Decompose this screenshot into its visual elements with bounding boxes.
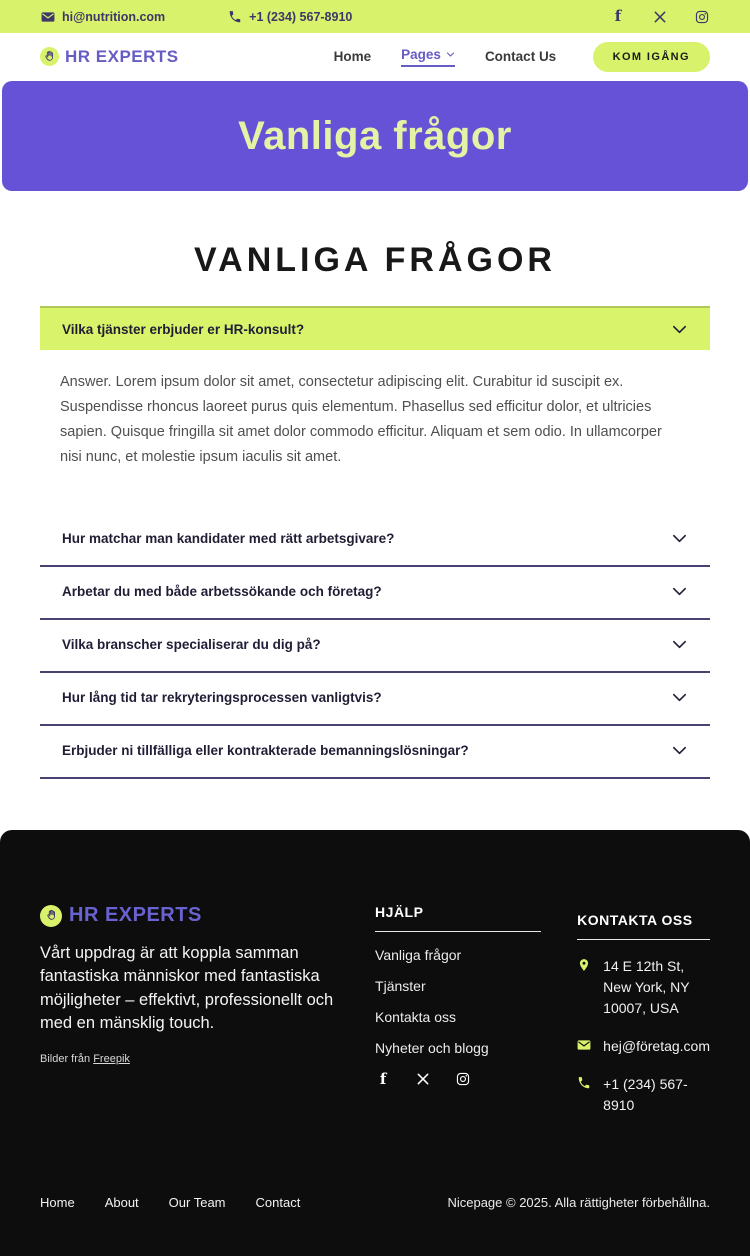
contact-list	[577, 956, 710, 1116]
kom-igang-button[interactable]: KOM IGÅNG	[593, 42, 710, 72]
contact-email	[577, 1036, 710, 1057]
list-item	[375, 947, 541, 965]
faq-item-expanded	[40, 306, 710, 474]
footer-contact-column	[577, 904, 710, 1133]
faq-question-header[interactable]	[40, 673, 710, 726]
faq-section	[0, 191, 750, 779]
list-item	[375, 978, 541, 996]
hero-banner	[2, 81, 748, 191]
chevron-down-icon	[671, 583, 688, 600]
footer-link-tjanster[interactable]: Tjänster	[375, 978, 426, 994]
envelope-icon	[577, 1038, 593, 1052]
faq-question-header[interactable]	[40, 567, 710, 620]
phone-icon	[577, 1076, 593, 1090]
hand-logo-icon	[40, 47, 59, 66]
nav-link-pages[interactable]: Pages	[401, 47, 455, 67]
topbar-email-text: hi@nutrition.com	[62, 9, 166, 24]
bottom-link-about[interactable]: About	[104, 1195, 139, 1210]
faq-question-text: Arbetar du med både arbetssökande och företag?	[62, 584, 382, 599]
location-pin-icon	[577, 958, 593, 972]
chevron-down-icon	[671, 321, 688, 338]
contact-phone	[577, 1074, 710, 1116]
facebook-icon[interactable]: f	[379, 1069, 387, 1088]
topbar-phone-text: +1 (234) 567-8910	[249, 9, 353, 24]
copyright-text: Nicepage © 2025. Alla rättigheter förbehållna.	[447, 1195, 710, 1210]
footer-link-vanliga-fragor[interactable]: Vanliga frågor	[375, 947, 462, 963]
main-navbar	[0, 33, 750, 80]
faq-accordion	[40, 306, 710, 779]
chevron-down-icon	[671, 742, 688, 759]
footer-link-kontakta-oss[interactable]: Kontakta oss	[375, 1009, 456, 1025]
chevron-down-icon	[671, 636, 688, 653]
logo[interactable]	[40, 47, 179, 67]
nav-links	[334, 47, 557, 67]
faq-question-header[interactable]	[40, 620, 710, 673]
topbar-social-icons	[610, 9, 710, 25]
bottom-link-our-team[interactable]: Our Team	[168, 1195, 226, 1210]
freepik-link[interactable]: Freepik	[93, 1052, 130, 1065]
footer-link-nyheter-och-blogg[interactable]: Nyheter och blogg	[375, 1040, 489, 1056]
faq-question-text: Vilka tjänster erbjuder er HR-konsult?	[62, 321, 305, 337]
hero-title: Vanliga frågor	[238, 113, 512, 158]
help-links	[375, 947, 541, 1058]
nav-link-contact-us[interactable]: Contact Us	[484, 49, 557, 64]
envelope-icon	[40, 9, 56, 25]
address-text: 14 E 12th St, New York, NY 10007, USA	[603, 958, 690, 1016]
x-twitter-icon[interactable]	[652, 9, 668, 25]
footer-bottom-bar	[0, 1195, 750, 1256]
list-item	[375, 1040, 541, 1058]
facebook-icon[interactable]: f	[614, 7, 622, 25]
instagram-icon[interactable]	[694, 9, 710, 25]
contact-address	[577, 956, 710, 1019]
footer-logo[interactable]	[40, 904, 338, 927]
topbar-phone-link[interactable]	[227, 9, 352, 25]
faq-question-header[interactable]	[40, 726, 710, 779]
nav-link-home[interactable]: Home	[333, 49, 372, 64]
footer-brand-name: HR EXPERTS	[69, 904, 202, 926]
footer-brand-column	[40, 904, 338, 1133]
faq-question-header[interactable]	[40, 306, 710, 350]
faq-question-text: Vilka branscher specialiserar du dig på?	[62, 637, 321, 652]
instagram-icon[interactable]	[455, 1071, 471, 1087]
chevron-down-icon	[446, 50, 455, 59]
top-contact-bar	[0, 0, 750, 33]
footer-social-icons	[375, 1071, 541, 1087]
faq-answer-text: Answer. Lorem ipsum dolor sit amet, consectetur adipiscing elit. Curabitur id suscipit ex. Suspendisse rhoncus laoreet purus quis elementum. Phasellus sed efficitur dolor, et ultricies sapien. Quisque fringilla sit amet dolor commodo efficitur. Aliquam et sem odio. In ullamcorper nisi nunc, et molestie ipsum iaculis sit amet.	[60, 374, 662, 465]
contact-heading: KONTAKTA OSS	[577, 912, 710, 940]
topbar-email-link[interactable]	[40, 9, 165, 25]
bottom-link-contact[interactable]: Contact	[255, 1195, 301, 1210]
email-link[interactable]: hej@företag.com	[603, 1038, 710, 1054]
list-item	[375, 1009, 541, 1027]
bottom-link-home[interactable]: Home	[40, 1195, 75, 1210]
faq-question-text: Erbjuder ni tillfälliga eller kontrakterade bemanningslösningar?	[62, 743, 469, 758]
x-twitter-icon[interactable]	[415, 1071, 431, 1087]
phone-link[interactable]: +1 (234) 567-8910	[603, 1076, 688, 1113]
phone-icon	[227, 9, 243, 25]
footer	[0, 830, 750, 1256]
brand-name: HR EXPERTS	[65, 46, 179, 66]
image-credit: Bilder från Freepik	[40, 1052, 130, 1065]
help-heading: HJÄLP	[375, 904, 541, 932]
footer-columns	[0, 830, 750, 1133]
footer-bottom-links	[40, 1195, 300, 1210]
chevron-down-icon	[671, 530, 688, 547]
faq-question-header[interactable]	[40, 514, 710, 567]
faq-question-text: Hur lång tid tar rekryteringsprocessen vanligtvis?	[62, 690, 382, 705]
faq-heading: VANLIGA FRÅGOR	[194, 241, 556, 279]
faq-question-text: Hur matchar man kandidater med rätt arbetsgivare?	[62, 531, 395, 546]
hand-logo-icon	[40, 905, 62, 927]
footer-help-column	[375, 904, 541, 1133]
footer-mission-text: Vårt uppdrag är att koppla samman fantastiska människor med fantastiska möjligheter – effektivt, professionellt och med en mänsklig touch.	[40, 944, 334, 1033]
chevron-down-icon	[671, 689, 688, 706]
